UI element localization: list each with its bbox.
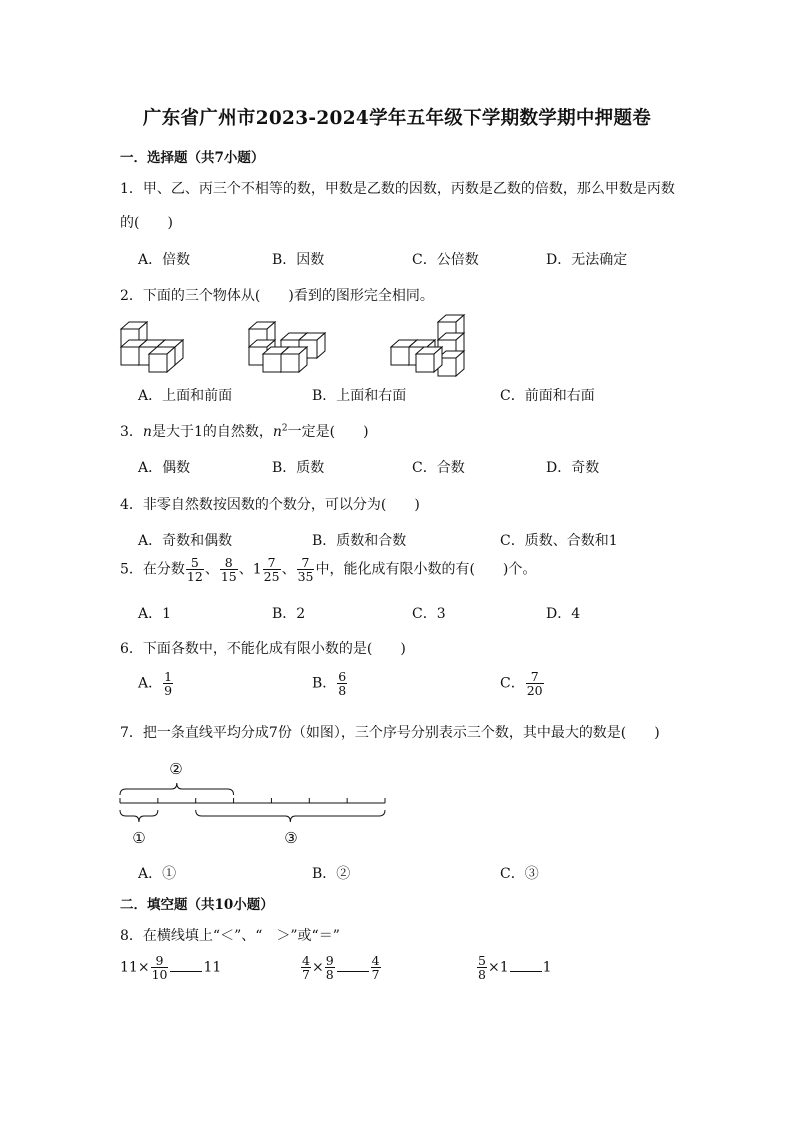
q6-option-c: C． $\frac{7}{20}$ [500,669,543,699]
q3-option-b: B．质数 [272,460,325,476]
q3-option-d: D．奇数 [546,460,600,476]
q5-option-c: C．3 [412,606,446,622]
q7-option-b: B．② [312,866,351,882]
question-2-text: 2．下面的三个物体从( )看到的图形完全相同。 [120,288,434,304]
q4-option-a: A．奇数和偶数 [138,533,233,549]
label-circle-3: ③ [284,829,298,847]
q5-sep-3: 、 [281,561,296,578]
question-1-line-1: 1．甲、乙、丙三个不相等的数，甲数是乙数的因数，丙数是乙数的倍数，那么甲数是丙数 [120,181,675,197]
q5-prefix: 5．在分数 [120,561,185,578]
q7-option-a: A．① [138,866,177,882]
q5-sep-1: 、 [204,561,219,578]
q3-exponent: 2 [281,423,288,434]
q3-variable: n [142,424,152,440]
q8-expression-1: 11× $\frac{9}{10}$ 11 [120,953,222,983]
q5-fraction-3: $\frac{7}{25}$ [263,555,280,585]
question-8-text: 8．在横线填上“＜”、“ ＞”或“＝” [120,928,340,944]
q5-fraction-4: $\frac{7}{35}$ [297,555,314,585]
label-circle-2: ② [169,760,183,778]
question-1-line-2: 的( ) [120,215,173,231]
q1-option-c: C．公倍数 [412,252,479,268]
q2-option-b: B．上面和右面 [312,388,407,404]
q5-option-b: B．2 [272,606,306,622]
q3-option-a: A．偶数 [138,460,191,476]
question-6-text: 6．下面各数中，不能化成有限小数的是( ) [120,641,406,657]
q7-option-c: C．③ [500,866,539,882]
q6-option-b: B． $\frac{6}{8}$ [312,669,347,699]
q5-fraction-2: $\frac{8}{15}$ [220,555,237,585]
q1-option-b: B．因数 [272,252,325,268]
q2-option-c: C．前面和右面 [500,388,595,404]
answer-blank-3[interactable] [510,959,542,972]
q5-sep-2: 、 [238,561,253,578]
brace-bottom-circle-3 [196,810,385,822]
q2-option-a: A．上面和前面 [138,388,233,404]
brace-top-circle-2 [120,783,234,795]
q8-expression-3: $\frac{5}{8}$ ×1 1 [478,953,552,983]
answer-blank-1[interactable] [170,959,202,972]
q5-fraction-1: $\frac{5}{12}$ [186,555,203,585]
q5-tail: 中，能化成有限小数的有( )个。 [315,561,537,578]
q4-option-b: B．质数和合数 [312,533,407,549]
q6-option-a: A． $\frac{1}{9}$ [138,669,173,699]
section-heading-choice: 一．选择题（共7小题） [120,150,265,166]
answer-blank-2[interactable] [337,959,369,972]
q1-option-d: D．无法确定 [546,252,628,268]
q8-expression-2: $\frac{4}{7}$ × $\frac{9}{8}$ $\frac{4}{7}$ [302,953,380,983]
q3-number: 3． [120,424,143,440]
question-7-text: 7．把一条直线平均分成7份（如图），三个序号分别表示三个数，其中最大的数是( ) [120,725,660,741]
q1-option-a: A．倍数 [138,252,191,268]
q3-tail: 一定是( ) [287,424,369,440]
q5-option-d: D．4 [546,606,581,622]
section-heading-fill: 二．填空题（共10小题） [120,897,274,913]
page-title: 广东省广州市2023-2024学年五年级下学期数学期中押题卷 [142,108,652,129]
question-4-text: 4．非零自然数按因数的个数分，可以分为( ) [120,497,420,513]
q3-option-c: C．合数 [412,460,465,476]
q3-middle: 是大于1的自然数， [151,424,273,440]
q5-option-a: A．1 [138,606,172,622]
q3-variable-2: n [272,424,282,440]
q5-whole: 1 [252,561,262,578]
brace-bottom-circle-1 [120,810,158,822]
q4-option-c: C．质数、合数和1 [500,533,618,549]
label-circle-1: ① [132,829,146,847]
